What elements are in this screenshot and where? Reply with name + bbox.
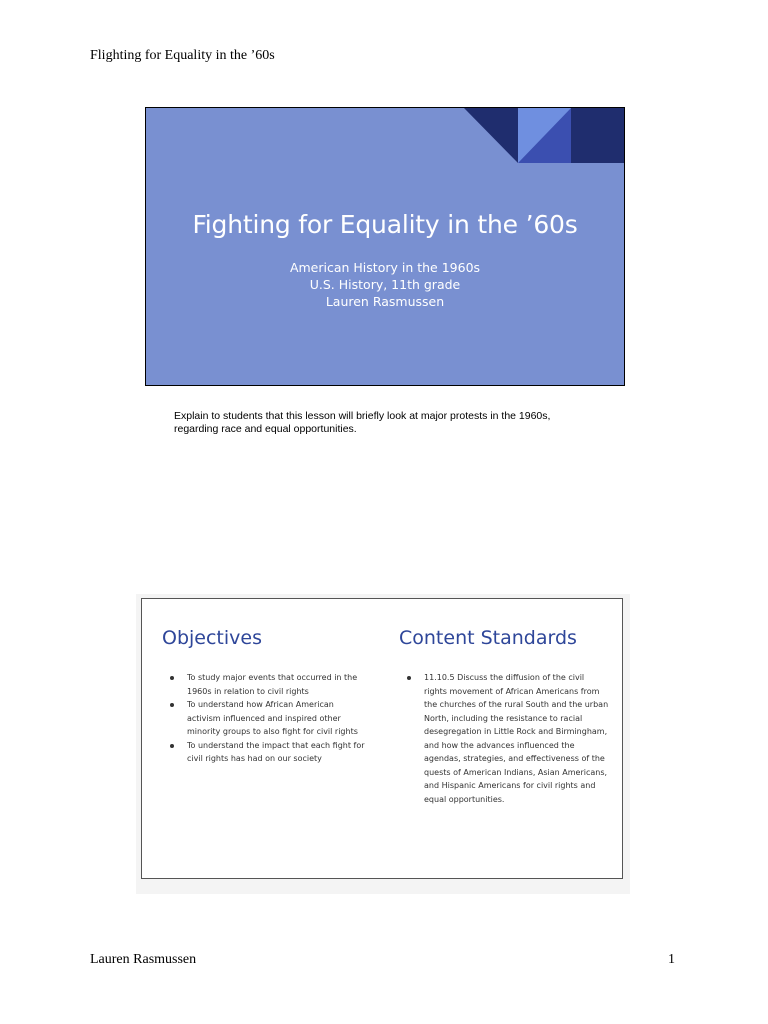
list-item-text: To study major events that occurred in the 1960s in relation to civil rights [187, 673, 358, 696]
slide-corner-decoration [146, 108, 624, 385]
slide-subtitle [146, 259, 624, 310]
list-item [162, 698, 367, 739]
subtitle-line: Lauren Rasmussen [325, 294, 445, 309]
title-slide [145, 107, 625, 386]
decor-triangle-dark [464, 108, 518, 163]
speaker-note: Explain to students that this lesson will briefly look at major protests in the 1960s, regarding race and equal opportunities. [174, 410, 551, 435]
standards-list [399, 671, 609, 806]
bullet-icon [407, 676, 411, 680]
objectives-list [162, 671, 367, 766]
subtitle-line: American History in the 1960s [289, 260, 481, 275]
list-item-text: To understand how African American activism influenced and inspired other minority groups to also fight for civil rights [187, 700, 358, 736]
objectives-slide [141, 598, 623, 879]
list-item [162, 739, 367, 766]
objectives-heading: Objectives [162, 627, 262, 649]
bullet-icon [170, 676, 174, 680]
list-item [162, 671, 367, 698]
list-item-text: To understand the impact that each fight for civil rights has had on our society [187, 740, 365, 763]
list-item [399, 671, 609, 806]
bullet-icon [170, 744, 174, 748]
decor-square-dark [571, 108, 624, 163]
page-header: Flighting for Equality in the ’60s [90, 48, 275, 63]
list-item-text: 11.10.5 Discuss the diffusion of the civil rights movement of African Americans from the churches of the rural South and the urban North, including the resistance to racial desegregation in Little Rock and Birmingham, and how the advances influenced the agendas, strategies, and effectiveness of the quests of American Indians, Asian Americans, and Hispanic Americans for civil rights and equal opportunities. [424, 673, 609, 804]
subtitle-line: U.S. History, 11th grade [309, 277, 461, 292]
page-number: 1 [668, 952, 675, 967]
bullet-icon [170, 703, 174, 707]
slide-title: Fighting for Equality in the ’60s [192, 210, 578, 239]
footer-author: Lauren Rasmussen [90, 952, 197, 967]
standards-heading: Content Standards [399, 627, 577, 649]
